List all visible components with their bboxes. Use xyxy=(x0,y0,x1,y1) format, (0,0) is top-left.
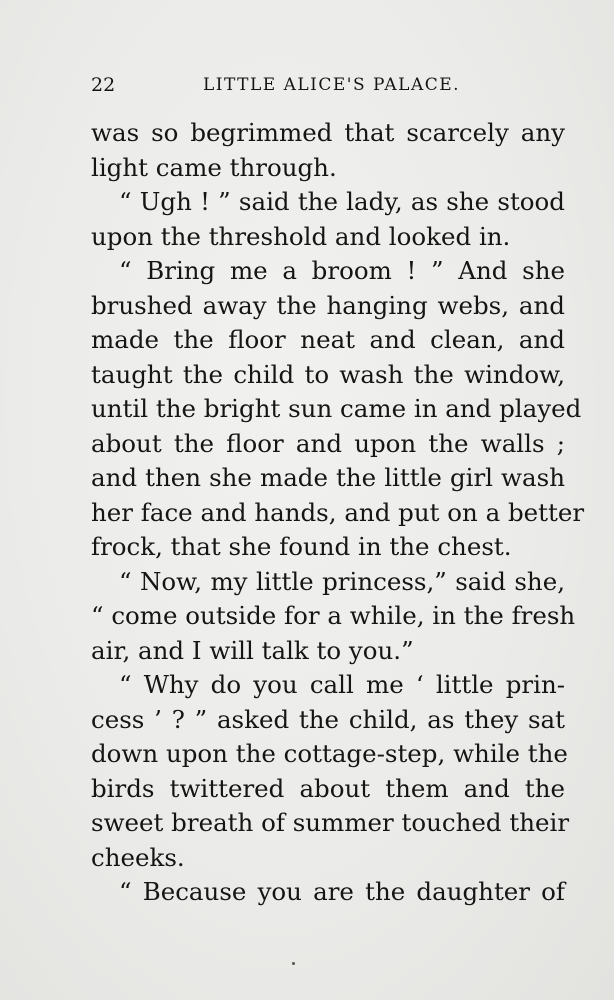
text-line: “ Why do you call me ‘ little prin- xyxy=(119,670,565,699)
text-line: down upon the cottage-step, while the xyxy=(91,739,568,768)
text-line: “ Ugh ! ” said the lady, as she stood xyxy=(119,187,565,216)
running-title: LITTLE ALICE'S PALACE. xyxy=(203,75,461,95)
text-line: until the bright sun came in and played xyxy=(91,394,582,423)
text-line: “ Now, my little princess,” said she, xyxy=(119,566,565,596)
text-line: upon the threshold and looked in. xyxy=(91,221,511,251)
text-line: about the floor and upon the walls ; xyxy=(91,428,565,458)
text-line: her face and hands, and put on a better xyxy=(91,497,585,527)
text-line: “ Because you are the daughter of xyxy=(119,877,565,906)
text-line: and then she made the little girl wash xyxy=(91,463,565,492)
page-header xyxy=(91,72,561,98)
text-line: “ Bring me a broom ! ” And she xyxy=(119,256,565,285)
text-line: taught the child to wash the window, xyxy=(91,359,565,389)
text-line: “ come outside for a while, in the fresh xyxy=(91,601,576,630)
text-line: light came through. xyxy=(91,152,337,182)
text-line: brushed away the hanging webs, and xyxy=(91,290,565,320)
text-line: sweet breath of summer touched their xyxy=(91,808,570,837)
body-text xyxy=(91,116,585,910)
text-line: air, and I will talk to you.” xyxy=(91,635,414,665)
text-line: was so begrimmed that scarcely any xyxy=(91,118,565,147)
text-line: cess ’ ? ” asked the child, as they sat xyxy=(91,704,565,734)
text-line: birds twittered about them and the xyxy=(91,773,565,803)
text-line: cheeks. xyxy=(91,842,185,872)
text-line: frock, that she found in the chest. xyxy=(91,532,512,561)
text-line: made the floor neat and clean, and xyxy=(91,325,565,354)
paper-speck xyxy=(292,962,295,965)
page-number: 22 xyxy=(91,74,116,96)
